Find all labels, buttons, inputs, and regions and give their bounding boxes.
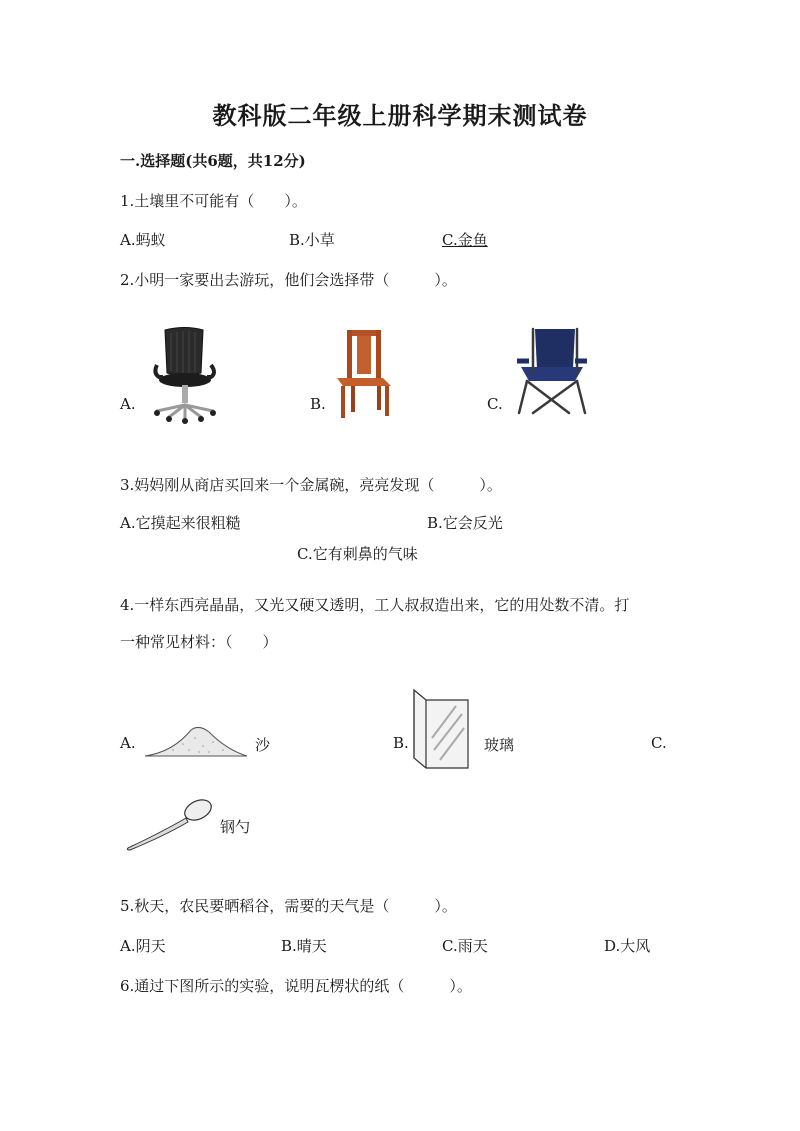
wooden-chair-image bbox=[333, 328, 395, 420]
question-2-option-b-label: B. bbox=[310, 395, 326, 413]
question-4-option-a-label: A. bbox=[120, 734, 136, 752]
question-1-option-b: B.小草 bbox=[289, 231, 335, 249]
question-4-stem-line1: 4.一样东西亮晶晶，又光又硬又透明，工人叔叔造出来，它的用处数不清。打 bbox=[120, 596, 630, 614]
question-6-stem: 6.通过下图所示的实验，说明瓦楞状的纸（ ）。 bbox=[120, 977, 472, 995]
section-heading: 一.选择题(共6题，共12分) bbox=[120, 152, 306, 170]
question-2-option-a-label: A. bbox=[120, 395, 136, 413]
question-5-option-b: B.晴天 bbox=[281, 937, 327, 955]
steel-spoon-image bbox=[122, 796, 216, 854]
sand-pile-image bbox=[143, 722, 249, 762]
question-3-option-a: A.它摸起来很粗糙 bbox=[120, 514, 241, 532]
question-5-option-c: C.雨天 bbox=[442, 937, 488, 955]
question-1-option-c: C.金鱼 bbox=[442, 231, 488, 249]
question-2-option-c-label: C. bbox=[487, 395, 503, 413]
question-4-option-c-label: C. bbox=[651, 734, 667, 752]
question-3-option-b: B.它会反光 bbox=[427, 514, 503, 532]
question-4-option-c-text: 钢勺 bbox=[220, 818, 251, 836]
question-4-option-a-text: 沙 bbox=[255, 736, 271, 754]
question-1-option-a: A.蚂蚁 bbox=[120, 231, 166, 249]
page-title: 教科版二年级上册科学期末测试卷 bbox=[212, 101, 588, 130]
question-4-stem-line2: 一种常见材料：（ ） bbox=[120, 633, 278, 651]
question-1-stem: 1.土壤里不可能有（ ）。 bbox=[120, 192, 307, 210]
question-3-stem: 3.妈妈刚从商店买回来一个金属碗，亮亮发现（ ）。 bbox=[120, 476, 502, 494]
question-5-option-d: D.大风 bbox=[604, 937, 651, 955]
question-5-option-a: A.阴天 bbox=[120, 937, 166, 955]
folding-chair-image bbox=[513, 325, 591, 417]
question-2-stem: 2.小明一家要出去游玩，他们会选择带（ ）。 bbox=[120, 271, 457, 289]
question-5-stem: 5.秋天，农民要晒稻谷，需要的天气是（ ）。 bbox=[120, 897, 457, 915]
question-4-option-b-text: 玻璃 bbox=[484, 736, 515, 754]
glass-pane-image bbox=[410, 688, 472, 770]
office-chair-image bbox=[145, 325, 225, 425]
question-4-option-b-label: B. bbox=[393, 734, 409, 752]
question-3-option-c: C.它有刺鼻的气味 bbox=[297, 545, 418, 563]
